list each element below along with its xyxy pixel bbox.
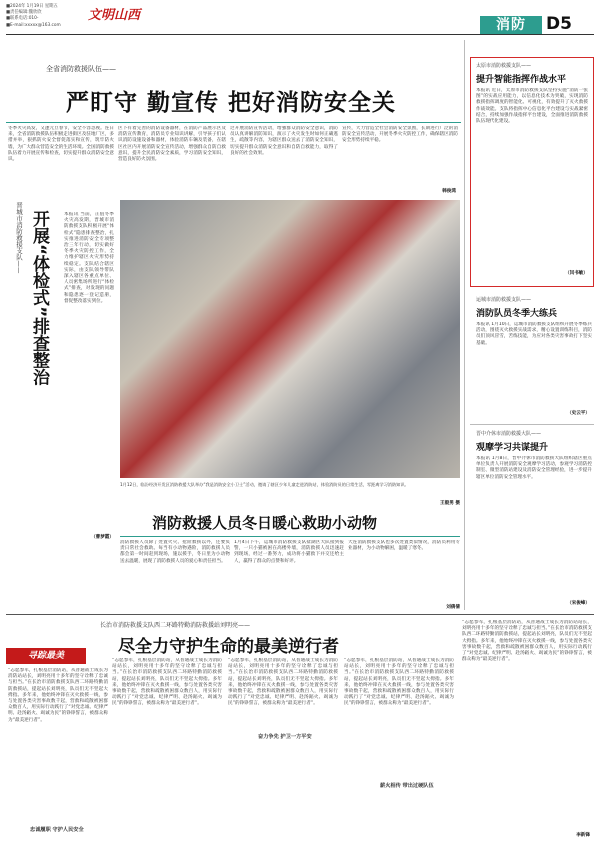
- animal-body-1: 消防救援人员除了处置火灾、抢险救援以外，还要负责日常社会救助。每当有小动物遇险，消防救援人员都会第一时间赶到现场，施以援手，冬日里为小动物送去温暖，展现了消防救援人员的爱心和责任担当。: [120, 540, 230, 564]
- children-fire-station-photo: [120, 200, 460, 478]
- subhead-2: 奋力争先 护卫一方平安: [258, 734, 312, 740]
- lead-byline: 韩俊鸿: [442, 189, 456, 194]
- contact-line: ■联系电话:010-: [6, 16, 39, 22]
- animal-body-3: 大连消防救援支队也多次处置类似情况，消防员利用专业器材，为小动物解困，温暖了寒冬。: [348, 540, 460, 552]
- series-banner: 寻踪最美: [6, 648, 86, 664]
- bottom-body-col-1: “志愿参军，扎根基层消防站，从普通战士成长为消防站站长，刘明亮用十多年的坚守诠释了忠诚与担当。”在长治市消防救援支队西二环路特勤消防救援站，提起站长刘明亮，队员们无不竖起大拇指。多年来，他始终冲锋在灭火救援一线，参与处置各类灾害事故数千起，营救和疏散被困群众数百人，用实际行动践行了“对党忠诚、纪律严明、赴汤蹈火、竭诚为民”的铮铮誓言，被群众称为“最美逆行者”。: [8, 668, 108, 723]
- photo-caption: 1月12日，临汾经济开发区消防救援大队举办“我是消防安全小卫士”活动，邀请了辖区少年儿童走进消防站，体验消防员的日常生活，零距离学习消防知识。: [120, 482, 409, 487]
- boxed-body: 本报讯 近日，太原市消防救援支队坚持实施“消防一张图”的实战应用能力，以信息化技术为突破，实现消防救援指挥调度的智能化、可视化，有效提升了灭火救援作战效能。支队将指挥中心信息化平台建设与实战紧密结合，持续加强作战指挥平台建设，全面推进消防救援队伍现代化建设。: [476, 88, 588, 125]
- bottom-body-col-2: “志愿参军，扎根基层消防站，从普通战士成长为消防站站长，刘明亮用十多年的坚守诠释了忠诚与担当。”在长治市消防救援支队西二环路特勤消防救援站，提起站长刘明亮，队员们无不竖起大拇指。多年来，他始终冲锋在灭火救援一线，参与处置各类灾害事故数千起，营救和疏散被困群众数百人，用实际行动践行了“对党忠诚、纪律严明、赴汤蹈火、竭诚为民”的铮铮誓言，被群众称为“最美逆行者”。: [112, 658, 222, 707]
- header-divider: [6, 34, 594, 35]
- right2-body: 本报讯 1月10日，运城市消防救援支队组织开展冬季练兵活动，围绕灭火救援实战需求，精心设置训练科目，消防员们顶风冒雪，苦练技能，为应对各类灾害事故打下坚实基础。: [476, 322, 592, 346]
- subhead-3: 薪火相传 带出过硬队伍: [380, 783, 434, 789]
- right2-headline: 消防队员冬季大练兵: [476, 309, 558, 319]
- right3-body: 本报讯 1月8日，晋中介休市消防救援大队组织辖区重点单位负责人开展消防安全观摩学习活动，参观学习消防控制室、微型消防站建设及消防安全管理经验，进一步提升辖区单位消防安全管理水平。: [476, 456, 592, 480]
- lead-body-col-1: 冬季火灾高发，又逢元旦春节，安全不容忽视。连日来，全省消防救援队伍积极走进街区及驻地厂区，多措并举，狠抓防火安全督促落实和宣传，筑牢防火墙，为广大群众营造安全的生活环境。全国消防救援队伍着力开展宣传和检查，切实提升群众消防安全意识。: [8, 126, 114, 163]
- lead-body-col-4: 宣传，大力营造全社会消防安全氛围，长期进行广泛的消防安全宣传活动，开展冬季火灾防控工作，确保辖区消防安全形势持续平稳。: [342, 126, 458, 144]
- boxed-byline: （闫书敏）: [565, 271, 588, 276]
- section-badge: 消防: [480, 16, 542, 34]
- animal-rule: [120, 536, 460, 537]
- bottom-headline: 尽全力守护生命的最美逆行者: [118, 637, 339, 657]
- boxed-headline: 提升智能指挥作战水平: [476, 75, 567, 85]
- animal-byline: 刘倩倩: [446, 605, 460, 610]
- email-line: ■E-mail:xxxxx@163.com: [6, 22, 61, 28]
- editor-line: ■责任编辑:魏欣欣: [6, 10, 42, 16]
- bottom-kicker: 长治市消防救援支队西二环路特勤消防救援站刘明亮——: [100, 622, 251, 629]
- page-number: D5: [546, 14, 572, 34]
- issue-date: ■2024年 1月19日 星期五: [6, 4, 58, 9]
- bottom-body-col-5: “志愿参军，扎根基层消防站，从普通战士成长为消防站站长，刘明亮用十多年的坚守诠释了忠诚与担当。”在长治市消防救援支队西二环路特勤消防救援站，提起站长刘明亮，队员们无不竖起大拇指。多年来，他始终冲锋在灭火救援一线，参与处置各类灾害事故数千起，营救和疏散被困群众数百人，用实际行动践行了“对党忠诚、纪律严明、赴汤蹈火、竭诚为民”的铮铮誓言，被群众称为“最美逆行者”。: [462, 620, 592, 663]
- subhead-1: 忠诚履职 守护人民安全: [30, 827, 84, 833]
- animal-body-2: 1月4日下午，运城市消防救援支队盐湖区大队接到报警，一只小猫被困在高楼外墙，消防救援人员迅速赶到现场，经过一番努力，成功将小猫救下并交还给主人，赢得了群众的点赞和好评。: [234, 540, 344, 564]
- vertical-headline: 开展“体检式”排查整治: [29, 210, 49, 386]
- animal-headline: 消防救援人员冬日暖心救助小动物: [152, 514, 378, 532]
- vertical-kicker: 晋城市消防救援支队——: [15, 202, 23, 274]
- newspaper-logo: 文明山西: [88, 8, 141, 23]
- lead-rule: [6, 122, 461, 123]
- lead-body-col-3: 过开展消防宣传活动，增强群众消防安全意识，消防员认真讲解消防知识，演示了火灾发生时如何正确逃生，疏散等内容，为辖区群众送去了消防安全知识，切实提升群众消防安全意识和自防自救能力，取得了良好的社会效果。: [230, 126, 338, 156]
- vertical-byline: （曹梦霞）: [91, 535, 114, 540]
- boxed-kicker: 太原市消防救援支队——: [476, 63, 532, 69]
- right2-kicker: 运城市消防救援支队——: [476, 297, 532, 303]
- column-divider: [464, 40, 465, 610]
- right3-byline: （宋俊峰）: [567, 601, 590, 606]
- bottom-divider: [6, 614, 594, 615]
- lead-body-col-2: 区下有着完善的消防设备器材，在消防产品展示区及消防宣传教育，消防员专业知识讲解，引导孩子们认识消防设施设备和器材，体验消防车辆及装备，在辖区社区内开展消防安全宣传活动，增强群众自防自救意识，提升全民消防安全素质，学习消防安全知识，营造良好防火氛围。: [118, 126, 226, 163]
- lead-headline: 严盯守 勤宣传 把好消防安全关: [66, 90, 397, 116]
- bottom-body-col-3: “志愿参军，扎根基层消防站，从普通战士成长为消防站站长，刘明亮用十多年的坚守诠释了忠诚与担当。”在长治市消防救援支队西二环路特勤消防救援站，提起站长刘明亮，队员们无不竖起大拇指。多年来，他始终冲锋在灭火救援一线，参与处置各类灾害事故数千起，营救和疏散被困群众数百人，用实际行动践行了“对党忠诚、纪律严明、赴汤蹈火、竭诚为民”的铮铮誓言，被群众称为“最美逆行者”。: [228, 658, 338, 707]
- right3-kicker: 晋中介休市消防救援大队——: [476, 431, 542, 437]
- right3-headline: 观摩学习共谋提升: [476, 443, 549, 453]
- vertical-body: 本报讯 当前，正值冬季火灾高发期，晋城市消防救援支队积极开展“体检式”隐患排查整治，扎实推进消防安全专项整治三年行动，切实做好冬季火灾防控工作，全力维护辖区火灾形势持续稳定。支队结合辖区实际，由支队领导带队深入辖区各重点单位、人员密集场所进行“体检式”排查，对发现的问题和隐患逐一登记造册，督促整改落实到位。: [64, 212, 114, 304]
- right2-byline: （史云平）: [567, 411, 590, 416]
- bottom-body-col-4: “志愿参军，扎根基层消防站，从普通战士成长为消防站站长，刘明亮用十多年的坚守诠释了忠诚与担当。”在长治市消防救援支队西二环路特勤消防救援站，提起站长刘明亮，队员们无不竖起大拇指。多年来，他始终冲锋在灭火救援一线，参与处置各类灾害事故数千起，营救和疏散被困群众数百人，用实际行动践行了“对党忠诚、纪律严明、赴汤蹈火、竭诚为民”的铮铮誓言，被群众称为“最美逆行者”。: [344, 658, 454, 707]
- right-divider: [470, 424, 594, 425]
- lead-kicker: 全省消防救援队伍——: [46, 65, 116, 73]
- photo-credit: 王毅男 摄: [440, 501, 460, 506]
- bottom-byline: 李新锋: [576, 833, 590, 838]
